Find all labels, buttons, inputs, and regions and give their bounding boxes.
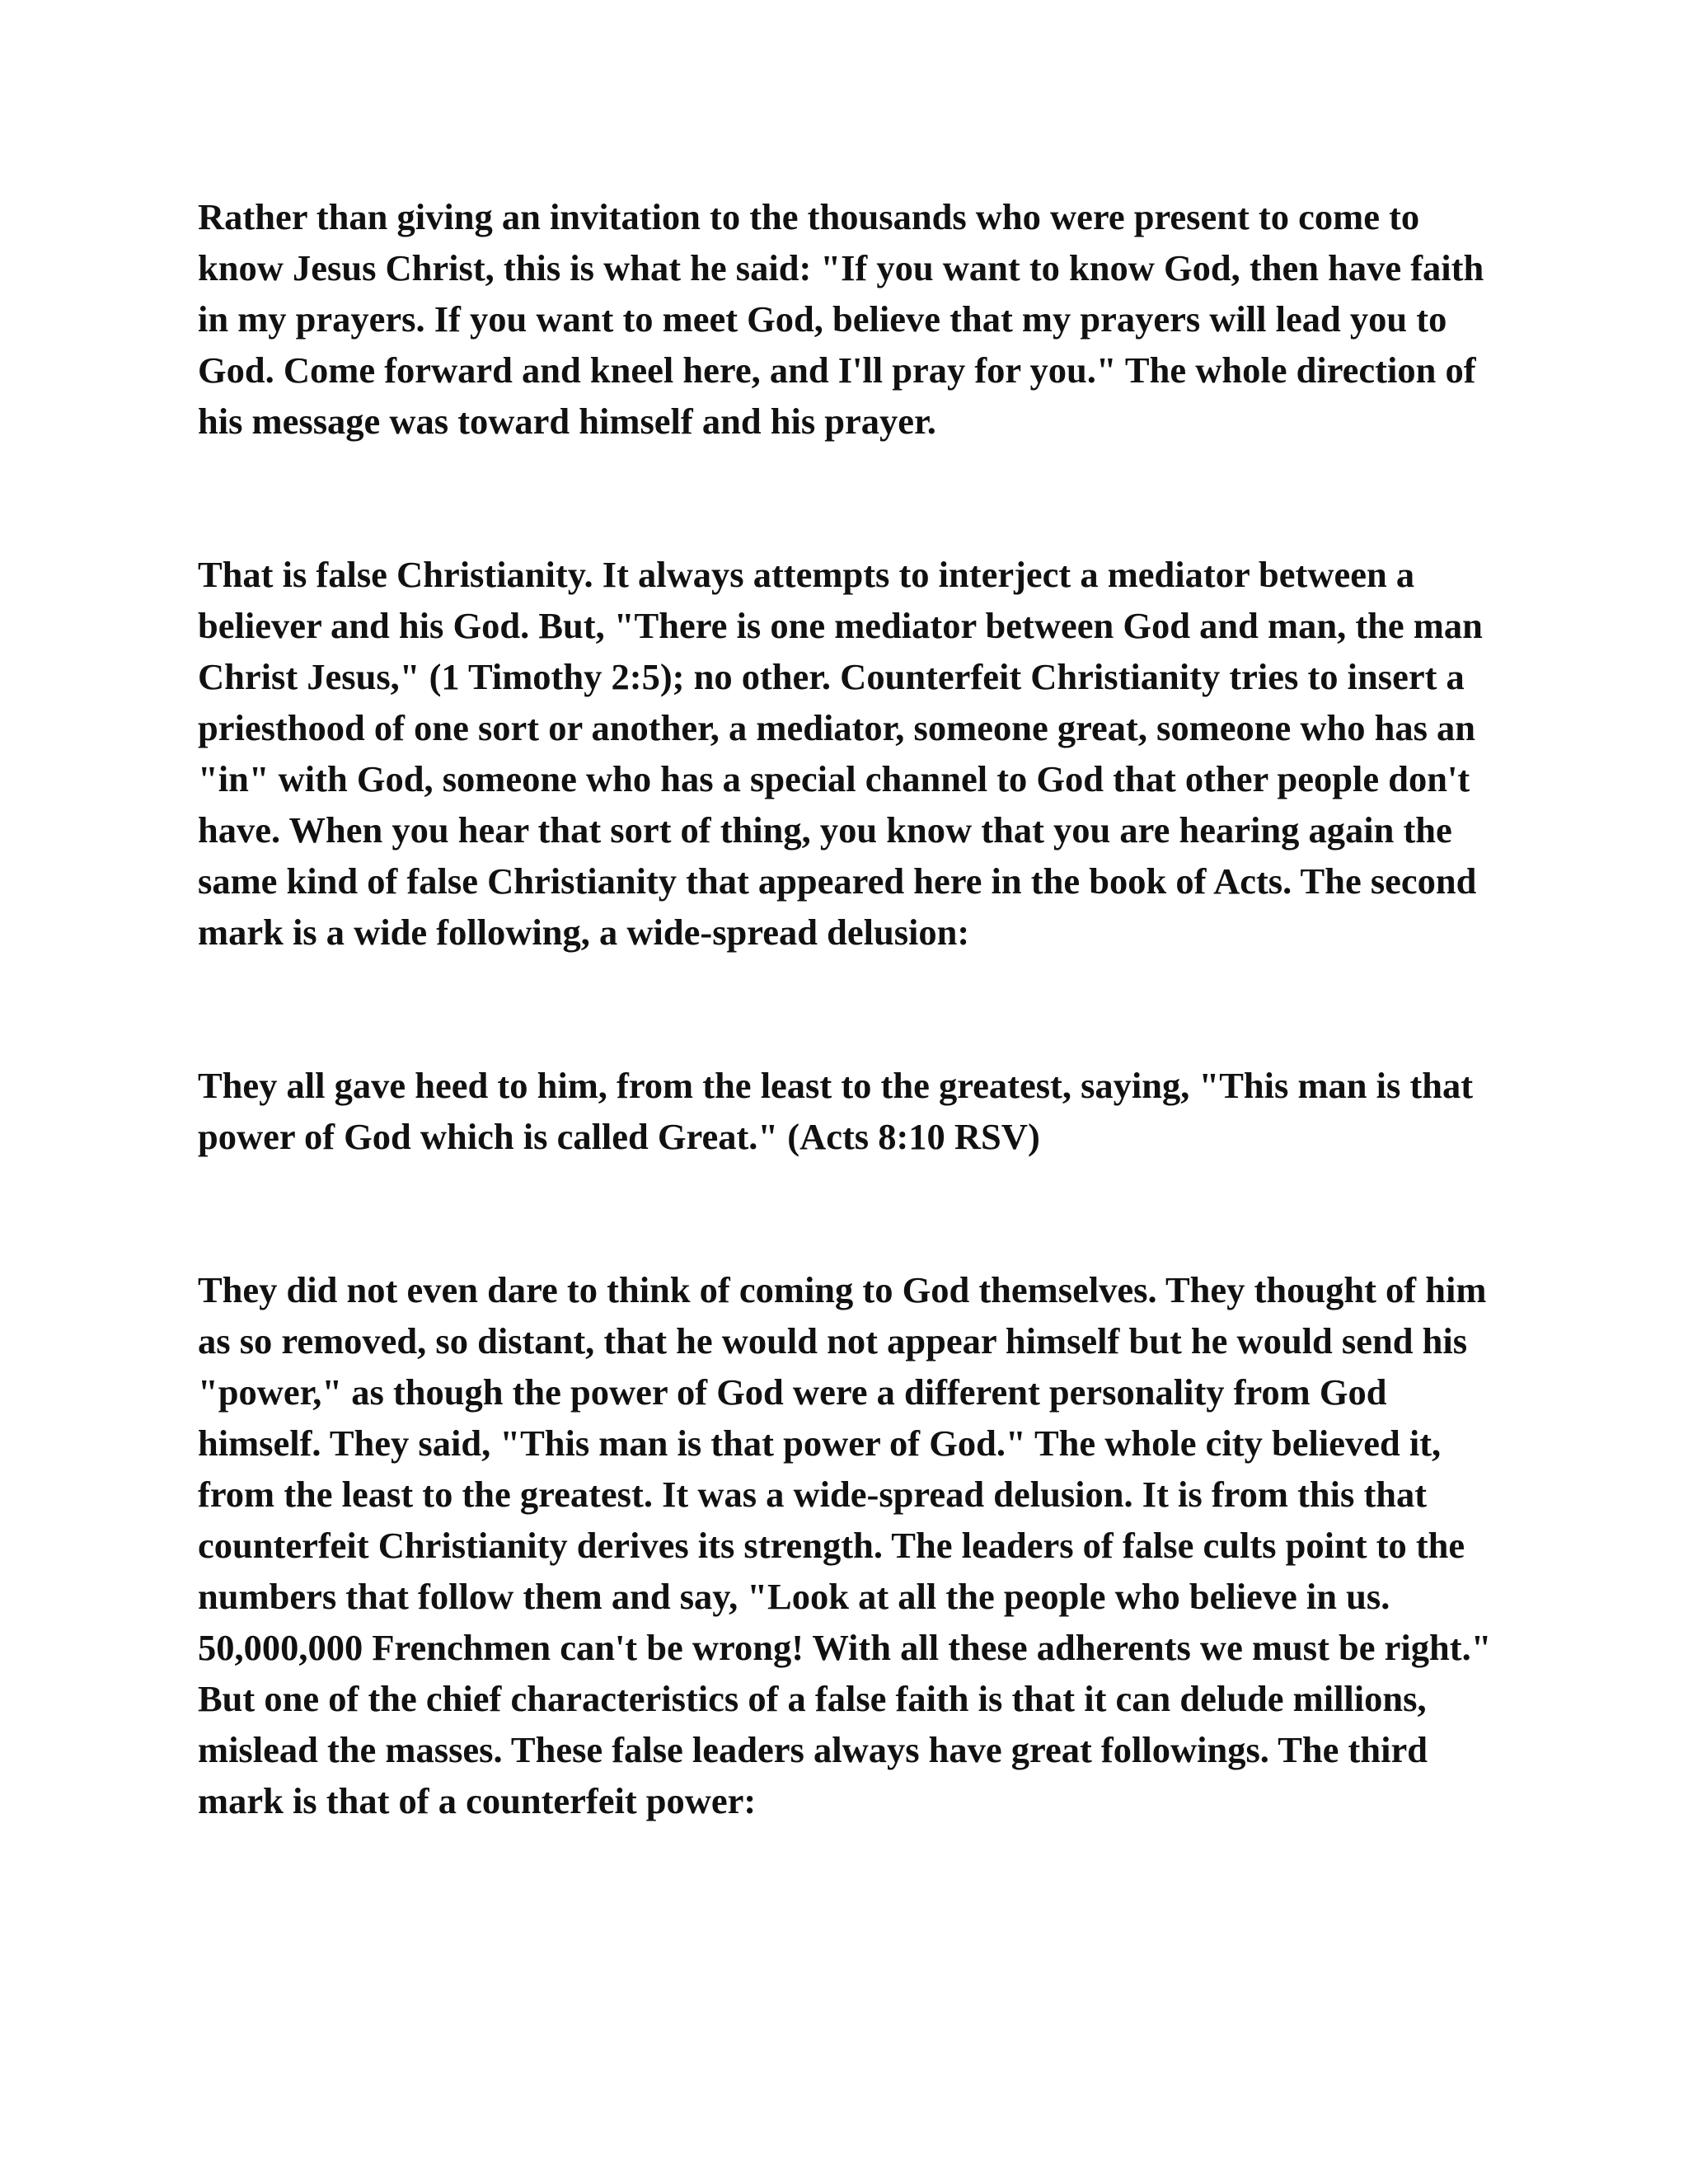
paragraph-acts-quote: They all gave heed to him, from the least to the greatest, saying, "This man is that power of God which is called Great." (Acts 8:10 RSV) xyxy=(198,1065,1474,1157)
paragraph-invitation: Rather than giving an invitation to the thousands who were present to come to know Jesus Christ, this is what he said: "If you want to know God, then have faith in my prayers. If you want to meet God, believe that my prayers will lead you to God. Come forward and kneel here, and I'll pray for you." The whole direction of his message was toward himself and his prayer. xyxy=(198,196,1484,442)
body-text xyxy=(198,191,1492,1826)
paragraph-false-christianity: That is false Christianity. It always attempts to interject a mediator between a believer and his God. But, "There is one mediator between God and man, the man Christ Jesus," (1 Timothy 2:5); no other. Counterfeit Christianity tries to insert a priesthood of one sort or another, a mediator, someone great, someone who has an "in" with God, someone who has a special channel to God that other people don't have. When you hear that sort of thing, you know that you are hearing again the same kind of false Christianity that appeared here in the book of Acts. The second mark is a wide following, a wide-spread delusion: xyxy=(198,554,1483,953)
paragraph-wide-spread-delusion: They did not even dare to think of coming to God themselves. They thought of him as so removed, so distant, that he would not appear himself but he would send his "power," as though the power of God were a different personality from God himself. They said, "This man is that power of God." The whole city believed it, from the least to the greatest. It was a wide-spread delusion. It is from this that counterfeit Christianity derives its strength. The leaders of false cults point to the numbers that follow them and say, "Look at all the people who believe in us. 50,000,000 Frenchmen can't be wrong! With all these adherents we must be right." But one of the chief characteristics of a false faith is that it can delude millions, mislead the masses. These false leaders always have great followings. The third mark is that of a counterfeit power: xyxy=(198,1269,1492,1821)
